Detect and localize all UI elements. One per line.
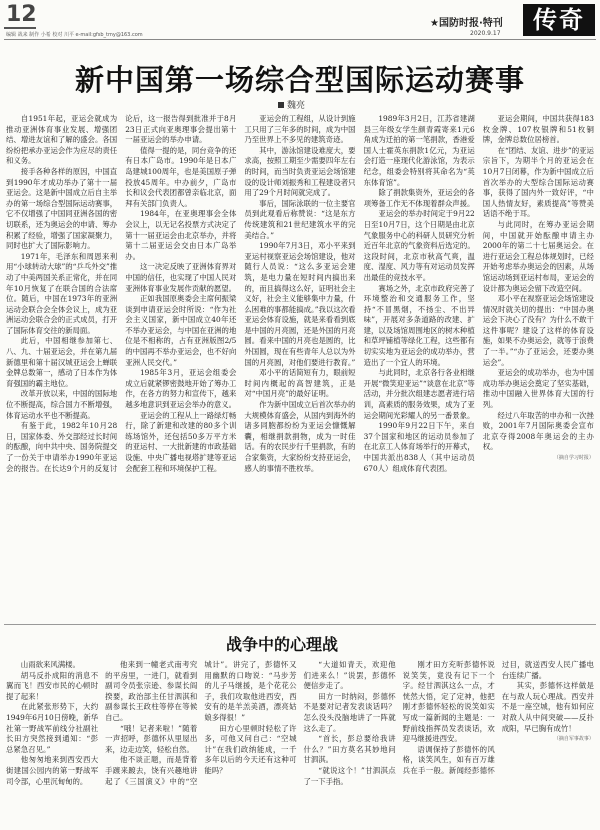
paragraph: 改革开放以来，中国的国际地位不断提高，综合国力不断增强，体育运动水平也不断提高。: [6, 389, 118, 420]
page-header: [0, 0, 600, 40]
paragraph: 1990年9月22日下午，来自37个国家和地区的运动员参加了在北京工人体育场举行的开幕式，中国共派出838人（其中运动员670人）组成体育代表团。: [363, 421, 475, 473]
paragraph: 1989年3月2日，江苏省建湖县三年级女学生颜青霞寄来1元6角成为迁拍的第一笔捐款，香港爱国人士霍英东捐款1亿元，为亚运会打造一座现代化游泳馆，为表示纪念，组委会特别将其命名为“英东体育馆”。: [363, 114, 475, 187]
paragraph: 邓小平在视察亚运会场馆建设情况时就关切的提出：“中国办奥运会下决心了没有？为什么不敢干这件事呢？建设了这样的体育设施，如果不办奥运会，就等于浪费了一半。”“办了亚运会，还要办奥运会”。: [482, 294, 594, 367]
paragraph: 他不谈正题，而是背着手踱来踱去，饶有兴趣地讲起了《三国演义》中的“空城计”。讲完了，彭德怀又用幽默的口吻说：“马步芳的儿子马继援，是个花花公子，我们攻取他进西安，西安有的是羊羔美酒，漂亮姑娘多得很！”: [105, 660, 297, 786]
paragraph: “首长，彭总要给我讲什么？”田方莫名其妙地问甘泗淇。: [303, 734, 396, 765]
paragraph: 田方一时纳闷，彭德怀不是要对记者发表谈话吗？怎么没头没脑地讲了一阵就这么走了。: [303, 691, 396, 733]
section-divider: [4, 624, 596, 625]
byline: [278, 98, 305, 111]
paragraph: 作为新中国成立后首次举办的大规模体育盛会，从国内到海外的诸多同胞都纷纷为亚运会慷慨解囊，相继捐款捐物，成为一时佳话。有的农民步行千里捐款，有的合家集资，大家纷纷支持亚运会，感人的事情不胜枚举。: [244, 400, 356, 473]
author-name: 魏亮: [287, 101, 306, 111]
paragraph: 田方心里顿时轻松了许多，可他又问自己：“空城计”在我们政纳能成，一千多年以后的今天还有这种可能吗？: [204, 723, 297, 775]
page-number: 12: [6, 2, 37, 27]
paragraph: 亚运会的举办时间定于9月22日至10月7日，这个日期是由北京气象服务中心的科研人员研究分析近百年北京的气象资料后选定的。这段时间，北京市秋高气爽，温度、湿度、风力等有对运动员发挥出最佳的竞技水平。: [363, 209, 475, 282]
paragraph: 正如我国原奥委会主席何振梁谈到申请亚运会时所说：“作为社会主义国家，新中国成立40年还不举办亚运会，与中国在亚洲的地位是不相称的，占有亚洲版图2/5的中国再不举办亚运会，也不好向亚洲人民交代。”: [125, 294, 237, 367]
paragraph: 事后，国际泳联的一位主要官员到此观看后称赞说：“这是东方传统建筑和21世纪建筑水平的完美结合。”: [244, 198, 356, 240]
second-article-headline: 战争中的心理战: [226, 635, 339, 654]
paragraph: 刚才田方充听彭德怀说说笑笑，竟没有记下一个字。经甘泗淇这么一点，才恍然大悟，定了定神，他把刚才彭德怀轻松的说笑如实写成一篇新闻的主题是：一野前线指挥员发表谈话，欢迎马继援进西安。: [402, 660, 495, 744]
paragraph: 有鉴于此，1982年10月28日，国家体委、外交部经过长时间的酝酿，向中共中央、国务院提交了一份关于申请举办1990年亚运会的报告。在长达9个月的反复讨论后，这一报告得到批准并于8月23日正式向亚奥理事会提出第十一届亚运会的举办申请。: [6, 114, 237, 473]
paragraph: 与此同时，北京各行各业相继开展“微笑迎亚运”“谈意在北京”等活动，并分批次组建志愿者进行培训，高素质的服务效果，成为了亚运会期间光彩耀人的另一番景象。: [363, 368, 475, 420]
paragraph: 亚运会的工程从上一路绿灯畅行，除了新建和改建的80多个训练场馆外，还包括50多万平方米的亚运村、一大批新建的市政基础设施、中央广播电视塔扩建等亚运会配套工程和环境保护工程。: [125, 410, 237, 473]
paragraph: 1971年，毛泽东和周恩来利用“小球转动大球”的“乒乓外交”推动了中美两国关系正常化，并在同年10月恢复了在联合国的合法席位。随后，中国在1973年的亚洲运动会联合会全体会议上，成为亚洲运动会联合会的正式成员，打开了国际体育交往的新局面。: [6, 251, 118, 335]
paragraph: “大道如青天，欢迎他们进来么！”说罢，彭德怀便信步走了。: [303, 660, 396, 691]
paragraph: 在“团结、友谊、进步”的亚运宗旨下，为期半个月的亚运会在10月7日闭幕，作为新中国成立后首次举办的大型综合国际运动赛事，获得了国内外一致好评，“中国人热情友好，素质提高”等赞美话语不绝于耳。: [482, 145, 594, 219]
paragraph: “哦！记者来啦！”随着一声招呼，彭德怀从里屋出来，边走边笑，轻松自然。: [105, 723, 198, 754]
paragraph: 胡马反扑成阳的消息不翼而飞！西安市民的心顿时提了起来！: [6, 670, 99, 701]
page-number-rule: [4, 27, 36, 29]
paragraph: 1984年，在亚奥理事会全体会议上，以无记名投票方式决定了第十一届亚运会由北京举办，并将第十二届亚运会交由日本广岛举办。: [125, 209, 237, 261]
paragraph: 山雨欲来风满楼。: [20, 660, 80, 669]
issue-date: 2020.9.17: [470, 30, 501, 37]
paragraph: 经过八年取苦的申办和一次挫败，2001年7月国际奥委会宣布北京夺得2008年奥运会的主办权。: [482, 410, 594, 452]
paragraph: 亚运会的成功举办，也为中国成功举办奥运会奠定了坚实基础，推动中国融入世界体育大国的行列。: [482, 368, 594, 410]
editors-line: 编辑 战来 制作 小希 校对 川平 e-mail:gfsb_tmy@163.com: [6, 32, 143, 38]
section-logo: 传奇: [523, 4, 595, 36]
paragraph: 其实，彭德怀这样做是在与敌人玩心理战。西安并不是一座空城，他有如何应对敌人从中间突破——反扑成阳，早已胸有成竹！: [501, 681, 594, 733]
paragraph: 接手各种各样的原因，中国直到1990年才成功举办了第十一届亚运会。这是新中国成立后自主举办的第一场综合型国际运动赛事，它不仅增强了中国同亚洲各国的密切联系，还为奥运会的申请、筹办积累了经验，增强了国家凝聚力，同时也扩大了国际影响力。: [6, 166, 118, 251]
paragraph: 1990年7月3日，邓小平来到亚运村视察亚运会场馆建设，他对随行人员说：“这么多亚运会建筑，是电力量在短时间内搞出来的，而且搞得这么好，证明社会主义好，社会主义能够集中力量，什么困难的事都能搞成。”我以这次看亚运会体育设施，就是来看看到底是中国的月亮圆，还是外国的月亮圆。看来中国的月亮也是圆的，比外国圆，现在有些青年人总以为外国的月亮圆，对他们要进行教育。”: [244, 241, 356, 367]
section-name: ★国防时报·特刊: [430, 18, 503, 29]
article-body: [6, 114, 594, 620]
paragraph: 邓小平的话简短有力，眼前短时间内概起的高智建筑，正是对“中国月亮”的最好证明。: [244, 368, 356, 399]
paragraph: 亚运会期间，中国共获得183枚金牌、107枚银牌和51枚铜牌，金牌总数位居榜首。: [482, 114, 594, 145]
paragraph: “就说这个！”甘泗淇点了一下手指。: [303, 765, 396, 786]
paragraph: 亚运会的工程组，从设计到施工只用了三年多的时间，成为中国乃至世界上不多见的建筑奇迹。: [244, 114, 356, 145]
paragraph: 在此紧张形势下，大约1949年6月10日傍晚，新华社第一野战军前线分社副社长田方突然接到通知：“彭总紧急召见。”: [6, 702, 99, 754]
paragraph: 语调保持了彭德怀的风格，谈笑风生，如有百万雄兵在手一般。新闻经彭德怀过目，就送西安人民广播电台连续广播。: [402, 660, 594, 775]
header-rule: [4, 39, 596, 40]
paragraph: 此后，中国相继参加第七、八、九、十届亚运会，并在第九届新德里和第十届汉城亚运会上蝉联金牌总数第一，感动了日本作为体育强国的霸主地位。: [6, 336, 118, 388]
paragraph: 值得一提的是，同台竞争的还有日本广岛市。1990年是日本广岛建城100周年，也是美国原子弹投放45周年。中办前夕，广岛市长和议会代表团都曾亲临北京，面拜有关部门负责人。: [125, 145, 237, 208]
second-article-credit: （摘自军事故事）: [553, 736, 594, 743]
second-article-body: [6, 660, 594, 826]
paragraph: 他来到一幢老式南考究的平房里，一进门，就看到副司令员张宗逊、参谋长阎揆要，政治部主任甘泗淇和副参谋长王政柱等停在等候自己。: [105, 660, 198, 722]
paragraph: 1985年3月，亚运会组委会成立后就紧锣密鼓地开始了筹办工作，在各方的努力和宣传下，越来越多地意识到亚运会举办的意义。: [125, 368, 237, 410]
paragraph: 其中，游泳馆建设难度大，要求高，按照工期至少需要四年左右的时间，而当时负责亚运会场馆建设的设计师刘振秀和工程建设者只用了29个月时间就完成了。: [244, 145, 356, 198]
paragraph: 这一决定反映了亚洲体育界对中国的信任，也实现了中国人民对亚洲体育事业发展作贡献的愿望。: [125, 262, 237, 293]
article-headline: 新中国第一场综合型国际运动赛事: [74, 63, 525, 97]
paragraph: 除了捐款集资外，亚运会的各项筹备工作无不体现着群众声援。: [363, 188, 475, 208]
article-credit: （摘自学习时报）: [553, 455, 594, 461]
paragraph: 他匆匆地来到西安西大街建国公园内的第一野战军司令部，心里沉甸甸的。: [6, 755, 99, 786]
paragraph: 与此同时，在筹办亚运会期间，中国就开始酝酿申请主办2000年的第二十七届奥运会。在进行亚运会工程总体规划时，已经开始考虑举办奥运会的因素，从场馆运动场到亚运村布局，亚运会的设计都为奥运会留下改造空间。: [482, 219, 594, 293]
paragraph: 自1951年起，亚运会就成为推动亚洲体育事业发展、增强团结、增进友谊和了解的盛会。各国纷纷把承办亚运会作为应尽的责任和义务。: [6, 114, 118, 166]
paragraph: 赛场之外，北京市政府完善了环境整治和交通服务工作，坚持“不冒黑烟，不扬尘、不出异味”，开展对多条道路的改建、扩建，以及场馆周围地区的树木种植和草坪铺植等绿化工程，这些都有切实实地为亚运会的成功举办，营造出了一个宜人的环境。: [363, 283, 475, 367]
byline-square-icon: [278, 102, 284, 108]
